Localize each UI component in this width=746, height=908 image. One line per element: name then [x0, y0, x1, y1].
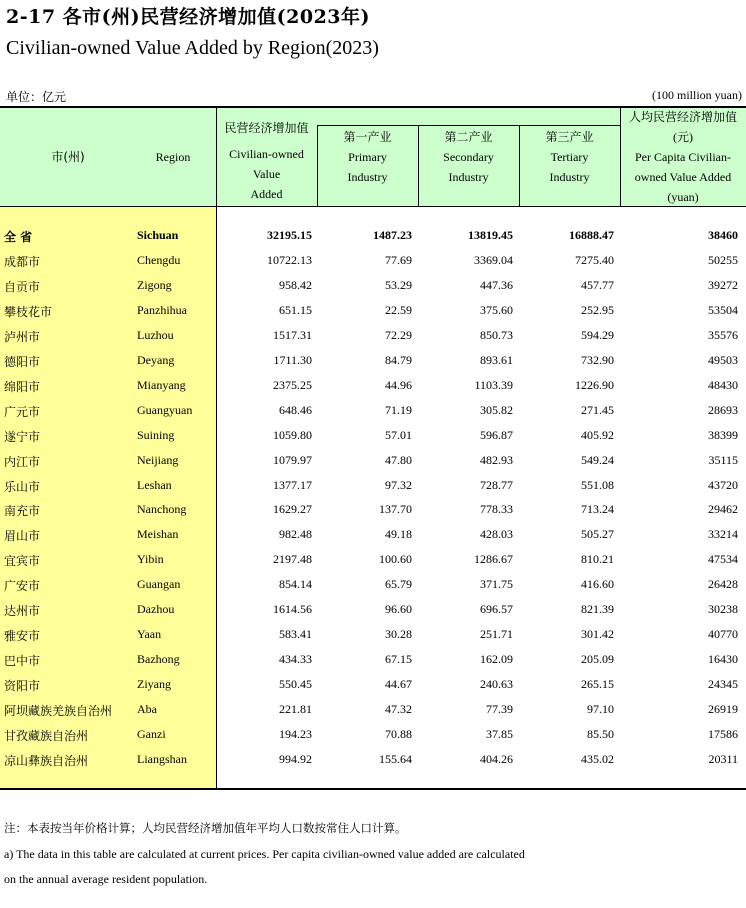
cell-primary: 84.79: [385, 352, 412, 367]
table-row: [0, 274, 746, 299]
cell-tertiary: 85.50: [587, 727, 614, 741]
row-name-cn: 泸州市: [4, 329, 41, 344]
row-region-en: Neijiang: [137, 452, 179, 467]
cell-total: 434.33: [279, 652, 312, 667]
cell-tertiary: 405.92: [581, 427, 614, 442]
row-name-cn: 乐山市: [4, 479, 41, 494]
table-row: [0, 424, 746, 449]
cell-per-capita: 35576: [708, 327, 738, 342]
cell-secondary: 447.36: [480, 277, 513, 292]
cell-per-capita: 43720: [708, 477, 738, 492]
header-city: 市(州): [51, 150, 85, 164]
cell-primary: 47.32: [385, 702, 412, 717]
cell-per-capita: 29462: [708, 502, 738, 517]
row-name-cn: 眉山市: [4, 529, 41, 544]
cell-secondary: 696.57: [480, 602, 513, 617]
cell-primary: 44.67: [385, 677, 412, 692]
table-row: [0, 598, 746, 623]
cell-secondary: 1103.39: [474, 377, 513, 392]
cell-tertiary: 551.08: [581, 477, 614, 492]
row-name-cn: 遂宁市: [4, 429, 41, 444]
header-secondary: 第二产业 Secondary Industry: [443, 130, 494, 184]
header-per-capita: 人均民营经济增加值 (元) Per Capita Civilian- owned Value Added (yuan): [628, 110, 737, 204]
row-name-cn: 绵阳市: [4, 379, 41, 394]
cell-per-capita: 53504: [708, 302, 738, 317]
row-region-en: Bazhong: [137, 652, 180, 667]
cell-secondary: 850.73: [480, 327, 513, 342]
cell-tertiary: 435.02: [581, 751, 614, 766]
cell-total: 1614.56: [273, 602, 312, 617]
cell-per-capita: 30238: [708, 602, 738, 617]
cell-tertiary: 732.90: [581, 352, 614, 367]
cell-tertiary: 549.24: [581, 452, 614, 467]
cell-tertiary: 505.27: [581, 527, 614, 542]
cell-secondary: 162.09: [480, 652, 513, 667]
cell-secondary: 3369.04: [474, 252, 513, 267]
table-row: [0, 573, 746, 598]
row-region-en: Dazhou: [137, 602, 175, 617]
unit-label-cn: 单位：亿元: [6, 90, 67, 104]
header-total: 民营经济增加值 Civilian-owned Value Added: [224, 121, 309, 201]
table-row: [0, 498, 746, 523]
cell-tertiary: 594.29: [581, 327, 614, 342]
cell-secondary: 375.60: [480, 302, 513, 317]
table-row: [0, 349, 746, 374]
row-region-en: Panzhihua: [137, 302, 187, 317]
row-name-cn: 达州市: [4, 604, 41, 619]
row-region-en: Luzhou: [137, 327, 174, 342]
table-row: [0, 399, 746, 424]
cell-secondary: 371.75: [480, 577, 513, 592]
cell-total: 1629.27: [273, 502, 312, 517]
table-row: [0, 723, 746, 748]
cell-total: 221.81: [279, 702, 312, 717]
cell-total: 2375.25: [273, 377, 312, 392]
row-region-en: Guangan: [137, 577, 181, 592]
cell-total: 994.92: [279, 751, 312, 766]
cell-primary: 53.29: [385, 277, 412, 292]
row-name-cn: 雅安市: [4, 629, 41, 644]
cell-tertiary: 713.24: [581, 502, 614, 517]
cell-total: 583.41: [279, 627, 312, 642]
row-name-cn: 广安市: [4, 579, 41, 594]
row-region-en: Mianyang: [137, 377, 186, 392]
cell-primary: 72.29: [385, 327, 412, 342]
cell-tertiary: 301.42: [581, 627, 614, 642]
table-row: [0, 673, 746, 698]
row-name-cn: 内江市: [4, 454, 41, 469]
table-row: [0, 324, 746, 349]
table-row: [0, 299, 746, 324]
cell-secondary: 77.39: [486, 702, 513, 717]
cell-tertiary: 271.45: [581, 402, 614, 417]
cell-per-capita: 35115: [708, 452, 738, 467]
header-primary: 第一产业 Primary Industry: [343, 130, 392, 184]
cell-total: 1079.97: [273, 452, 312, 467]
row-region-en: Chengdu: [137, 252, 181, 267]
sub-header-rule: [317, 125, 620, 126]
cell-tertiary: 252.95: [581, 302, 614, 317]
table-row: [0, 698, 746, 723]
cell-per-capita: 28693: [708, 402, 738, 417]
row-name-cn: 南充市: [4, 504, 41, 519]
cell-secondary: 37.85: [486, 727, 513, 741]
table-row: [0, 748, 746, 773]
cell-total: 550.45: [279, 677, 312, 692]
table-row: [0, 249, 746, 274]
cell-per-capita: 49503: [708, 352, 738, 367]
header-tertiary: 第三产业 Tertiary Industry: [545, 130, 594, 184]
cell-tertiary: 1226.90: [575, 377, 614, 392]
cell-secondary: 728.77: [480, 477, 513, 492]
cell-primary: 49.18: [385, 527, 412, 542]
cell-per-capita: 33214: [708, 527, 738, 542]
cell-primary: 70.88: [385, 727, 412, 741]
cell-total: 10722.13: [267, 252, 312, 267]
table-bottom-rule: [0, 788, 746, 790]
cell-total: 651.15: [279, 302, 312, 317]
cell-total: 1517.31: [273, 327, 312, 342]
cell-primary: 100.60: [379, 552, 412, 567]
cell-per-capita: 26919: [708, 702, 738, 717]
cell-per-capita: 40770: [708, 627, 738, 642]
cell-tertiary: 810.21: [581, 552, 614, 567]
cell-secondary: 428.03: [480, 527, 513, 542]
cell-total: 194.23: [279, 727, 312, 741]
cell-total: 958.42: [279, 277, 312, 292]
cell-secondary: 305.82: [480, 402, 513, 417]
row-region-en: Yibin: [137, 552, 164, 567]
cell-primary: 77.69: [385, 252, 412, 267]
row-name-cn: 宜宾市: [4, 554, 41, 569]
cell-secondary: 596.87: [480, 427, 513, 442]
cell-primary: 30.28: [385, 627, 412, 642]
row-region-en: Leshan: [137, 477, 172, 492]
unit-label-en: (100 million yuan): [652, 88, 742, 102]
cell-per-capita: 39272: [708, 277, 738, 292]
row-name-cn: 广元市: [4, 404, 41, 419]
table-row: [0, 224, 746, 249]
table-row: [0, 449, 746, 474]
cell-total: 1059.80: [273, 427, 312, 442]
row-region-en: Sichuan: [137, 228, 179, 242]
cell-tertiary: 7275.40: [575, 252, 614, 267]
cell-primary: 71.19: [385, 402, 412, 417]
note-cn: 注：本表按当年价格计算；人均民营经济增加值年平均人口数按常住人口计算。: [4, 821, 407, 835]
cell-primary: 22.59: [385, 302, 412, 317]
cell-tertiary: 205.09: [581, 652, 614, 667]
cell-tertiary: 16888.47: [569, 228, 614, 242]
row-name-cn: 巴中市: [4, 654, 41, 669]
row-region-en: Deyang: [137, 352, 175, 367]
cell-primary: 47.80: [385, 452, 412, 467]
page-title-en: Civilian-owned Value Added by Region(2023): [6, 37, 379, 59]
cell-per-capita: 38399: [708, 427, 738, 442]
cell-secondary: 251.71: [480, 627, 513, 642]
cell-per-capita: 26428: [708, 577, 738, 592]
table-row: [0, 474, 746, 499]
cell-total: 1711.30: [273, 352, 312, 367]
cell-per-capita: 24345: [708, 677, 738, 692]
cell-primary: 97.32: [385, 477, 412, 492]
cell-total: 648.46: [279, 402, 312, 417]
cell-total: 982.48: [279, 527, 312, 542]
cell-secondary: 893.61: [480, 352, 513, 367]
row-name-cn: 资阳市: [4, 679, 41, 694]
cell-per-capita: 16430: [708, 652, 738, 667]
row-region-en: Nanchong: [137, 502, 187, 517]
row-region-en: Ganzi: [137, 727, 166, 741]
cell-secondary: 240.63: [480, 677, 513, 692]
cell-secondary: 13819.45: [468, 228, 513, 242]
row-region-en: Aba: [137, 702, 157, 717]
note-en-line1: a) The data in this table are calculated at current prices. Per capita civilian-owned value added are calculated: [4, 847, 525, 861]
cell-tertiary: 821.39: [581, 602, 614, 617]
cell-tertiary: 265.15: [581, 677, 614, 692]
cell-per-capita: 38460: [708, 228, 738, 242]
row-name-cn: 凉山彝族自治州: [4, 753, 89, 768]
cell-total: 854.14: [279, 577, 312, 592]
row-name-cn: 攀枝花市: [4, 304, 53, 319]
cell-per-capita: 17586: [708, 727, 738, 741]
row-region-en: Yaan: [137, 627, 162, 642]
cell-secondary: 404.26: [480, 751, 513, 766]
cell-tertiary: 457.77: [581, 277, 614, 292]
cell-total: 2197.48: [273, 552, 312, 567]
row-name-cn: 甘孜藏族自治州: [4, 729, 89, 743]
cell-per-capita: 47534: [708, 552, 738, 567]
header-region: Region: [155, 150, 191, 164]
row-name-cn: 阿坝藏族羌族自治州: [4, 704, 113, 719]
cell-primary: 96.60: [385, 602, 412, 617]
cell-primary: 44.96: [385, 377, 412, 392]
row-region-en: Zigong: [137, 277, 172, 292]
table-row: [0, 523, 746, 548]
row-name-cn: 自贡市: [4, 279, 41, 294]
cell-primary: 155.64: [379, 751, 412, 766]
cell-per-capita: 50255: [708, 252, 738, 267]
cell-tertiary: 97.10: [587, 702, 614, 717]
cell-secondary: 482.93: [480, 452, 513, 467]
cell-primary: 67.15: [385, 652, 412, 667]
row-region-en: Guangyuan: [137, 402, 193, 417]
cell-per-capita: 20311: [708, 751, 738, 766]
row-region-en: Suining: [137, 427, 175, 442]
table-row: [0, 623, 746, 648]
cell-per-capita: 48430: [708, 377, 738, 392]
note-en-line2: on the annual average resident population.: [4, 872, 208, 886]
cell-primary: 65.79: [385, 577, 412, 592]
row-region-en: Liangshan: [137, 751, 187, 766]
table-row: [0, 374, 746, 399]
row-region-en: Ziyang: [137, 677, 171, 692]
table-row: [0, 548, 746, 573]
row-name-cn: 全 省: [4, 230, 33, 244]
cell-primary: 1487.23: [373, 228, 412, 242]
cell-tertiary: 416.60: [581, 577, 614, 592]
row-name-cn: 德阳市: [4, 354, 41, 369]
row-name-cn: 成都市: [4, 254, 41, 269]
cell-total: 32195.15: [267, 228, 312, 242]
cell-primary: 137.70: [379, 502, 412, 517]
cell-total: 1377.17: [273, 477, 312, 492]
table-row: [0, 648, 746, 673]
row-region-en: Meishan: [137, 527, 179, 542]
cell-secondary: 1286.67: [474, 552, 513, 567]
cell-primary: 57.01: [385, 427, 412, 442]
page-title-cn: 2-17 各市(州)民营经济增加值(2023年): [6, 6, 371, 28]
cell-secondary: 778.33: [480, 502, 513, 517]
